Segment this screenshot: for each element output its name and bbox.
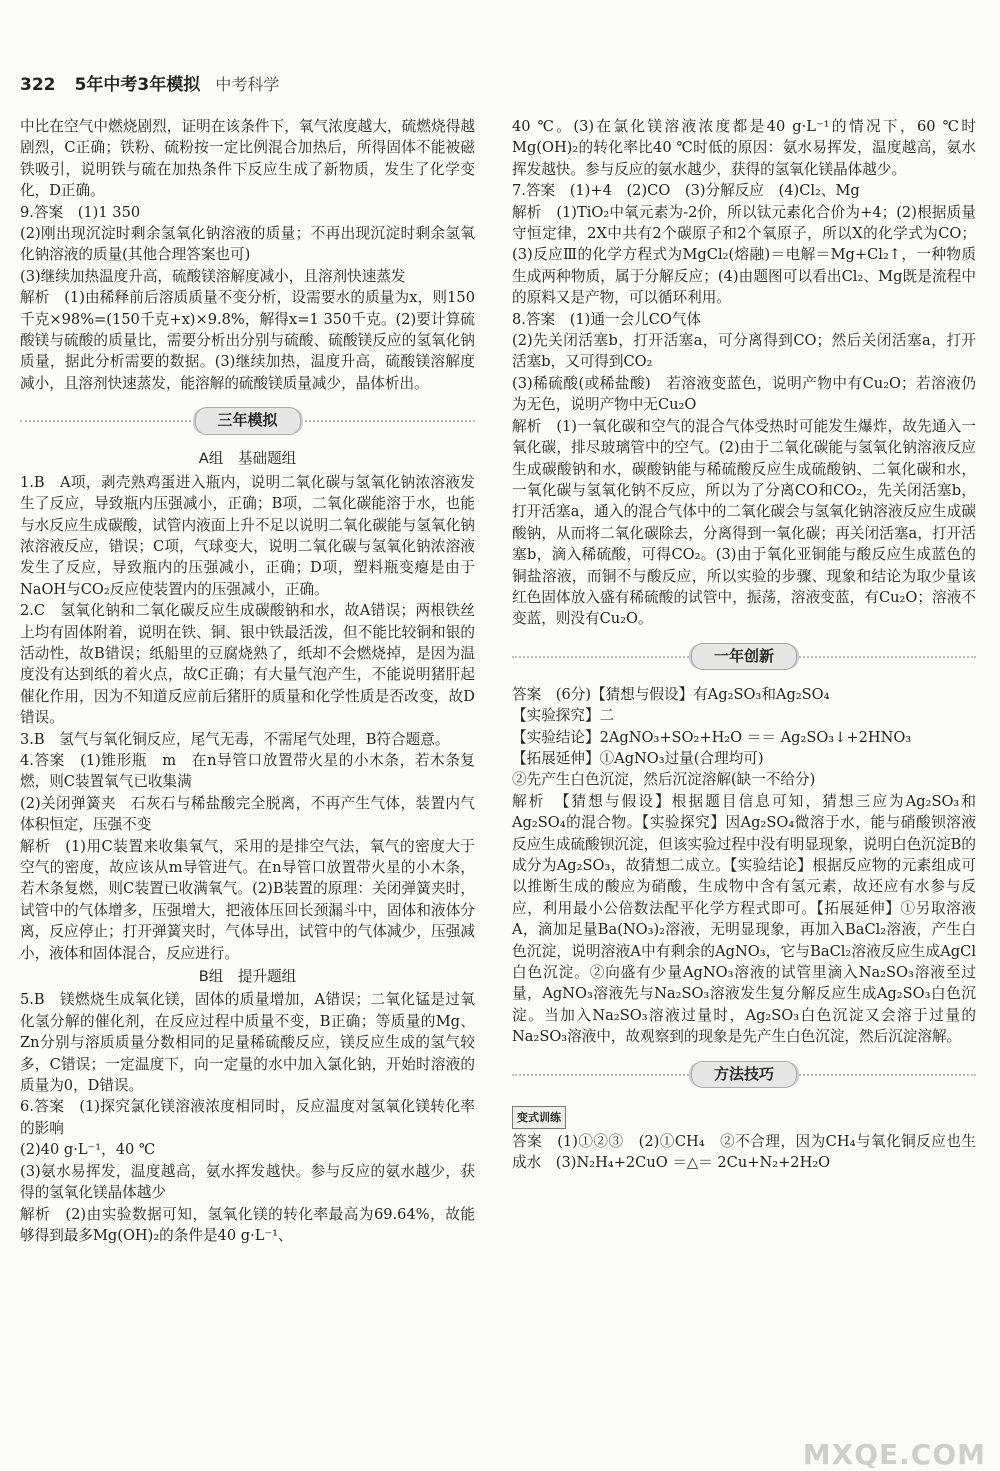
paragraph: 6.答案 (1)探究氯化镁溶液浓度相同时，反应温度对氢氧化镁转化率的影响 <box>20 1098 475 1137</box>
section-banner <box>512 1052 976 1098</box>
answer-line: ②先产生白色沉淀，然后沉淀溶解(缺一不给分) <box>512 771 816 789</box>
group-title: A组 基础题组 <box>198 450 297 468</box>
page-number: 322 <box>20 75 56 95</box>
answer-line: 答案 (6分)【猜想与假设】有Ag₂SO₃和Ag₂SO₄ <box>512 685 830 703</box>
paragraph: (2)40 g·L⁻¹，40 ℃ <box>20 1141 156 1159</box>
banner-label: 一年创新 <box>691 643 797 670</box>
answer-line: (2)先关闭活塞b，打开活塞a，可分离得到CO；然后关闭活塞a，打开活塞b，又可得到CO₂ <box>512 332 976 371</box>
answer-line: 答案 (1)①②③ (2)①CH₄ ②不合理，因为CH₄与氧化铜反应也生成水 (3)N₂H₄+2CuO ＝△＝ 2Cu+N₂+2H₂O <box>512 1133 976 1172</box>
paragraph: (3)氨水易挥发，温度越高，氨水挥发越快。参与反应的氨水越少，获得的氢氧化镁晶体越少 <box>20 1162 475 1202</box>
section-banner <box>20 398 475 444</box>
right-column <box>512 116 976 1174</box>
banner-label: 方法技巧 <box>691 1061 797 1088</box>
answer-line: (2)刚出现沉淀时剩余氢氧化钠溶液的质量；不再出现沉淀时剩余氢氧化钠溶液的质量(其他合理答案也可) <box>20 225 475 264</box>
paragraph: (2)关闭弹簧夹 石灰石与稀盐酸完全脱离，不再产生气体，装置内气体积恒定，压强不变 <box>20 794 475 834</box>
explanation: 解析 (1)一氧化碳和空气的混合气体受热时可能发生爆炸，故先通入一氧化碳，排尽玻璃管中的空气。(2)由于二氧化碳能与氢氧化钠溶液反应生成碳酸钠和水，碳酸钠能与稀硫酸反应生成硫酸钠、二氧化碳和水，一氧化碳与氢氧化钠不反应，所以为了分离CO和CO₂，先关闭活塞b，打开活塞a，通入的混合气体中的二氧化碳会与氢氧化钠溶液反应生成碳酸钠，从而将二氧化碳除去，分离得到一氧化碳；再关闭活塞a，打开活塞b，滴入稀硫酸，可得CO₂。(3)由于氧化亚铜能与酸反应生成蓝色的铜盐溶液，而铜不与酸反应，所以实验的步骤、现象和结论为取少量该红色固体放入盛有稀硫酸的试管中，振荡，溶液变蓝，有Cu₂O；溶液不变蓝，则没有Cu₂O。 <box>512 417 976 628</box>
paragraph: 5.B 镁燃烧生成氧化镁，固体的质量增加，A错误；二氧化锰是过氧化氢分解的催化剂，在反应过程中质量不变，B正确；等质量的Mg、Zn分别与溶质质量分数相同的足量稀硫酸反应，镁反应生成的氢气较多，C错误；一定温度下，向一定量的水中加入氯化钠，开始时溶液的质量为0，D错误。 <box>20 991 475 1095</box>
paragraph: 2.C 氢氧化钠和二氧化碳反应生成碳酸钠和水，故A错误；两根铁丝上均有固体附着，说明在铁、铜、银中铁最活泼，但不能比较铜和银的活动性，故B错误；纸船里的豆腐烧熟了，纸却不会燃烧掉，是因为温度没有达到纸的着火点，故C正确；有大量气泡产生，不能说明猪肝起催化作用，因为不知道反应前后猪肝的质量和化学性质是否改变，故D错误。 <box>20 602 475 727</box>
paragraph: 1.B A项，剥壳熟鸡蛋进入瓶内，说明二氧化碳与氢氧化钠浓溶液发生了反应，导致瓶内压强减小，正确；B项，二氧化碳能溶于水，也能与水反应生成碳酸，试管内液面上升不足以说明二氧化碳能与氢氧化钠浓溶液反应，错误；C项，气球变大，说明二氧化碳与氢氧化钠浓溶液发生了反应，导致瓶内的压强减小，正确；D项，塑料瓶变瘪是由于NaOH与CO₂反应使装置内的压强减小，正确。 <box>20 473 475 598</box>
answer-line: 【实验探究】二 <box>512 707 615 725</box>
explanation: 解析 (1)用C装置来收集氧气，采用的是排空气法，氧气的密度大于空气的密度，故应该从m导管进气。在n导管口放置带火星的小木条，若木条复燃，则C装置已收满氧气。(2)B装置的原理：关闭弹簧夹时，试管中的气体增多，压强增大，把液体压回长颈漏斗中，固体和液体分离，反应停止；打开弹簧夹时，气体导出，试管中的气体减少，压强减小，液体和固体混合，反应进行。 <box>20 837 475 962</box>
banner-label: 三年模拟 <box>194 407 300 434</box>
variant-training-tag: 变式训练 <box>512 1106 566 1129</box>
answer-line: 8.答案 (1)通一会儿CO气体 <box>512 310 702 328</box>
paragraph: 中比在空气中燃烧剧烈，证明在该条件下，氧气浓度越大，硫燃烧得越剧烈，C正确；铁粉、硫粉按一定比例混合加热后，所得固体不能被磁铁吸引，说明铁与硫在加热条件下反应生成了新物质，发生了化学变化，D正确。 <box>20 118 475 200</box>
answer-line: 9.答案 (1)1 350 <box>20 203 141 221</box>
explanation: 解析 (1)TiO₂中氧元素为-2价，所以钛元素化合价为+4；(2)根据质量守恒定律，2X中共有2个碳原子和2个氧原子，所以X的化学式为CO；(3)反应Ⅲ的化学方程式为MgCl₂(熔融)＝电解＝Mg+Cl₂↑，一种物质生成两种物质，属于分解反应；(4)由题图可以看出Cl₂、Mg既是流程中的原料又是产物，可以循环利用。 <box>512 203 976 307</box>
answer-line: 7.答案 (1)+4 (2)CO (3)分解反应 (4)Cl₂、Mg <box>512 182 860 200</box>
subject-label: 中考科学 <box>215 75 280 94</box>
watermark: MXQE.COM <box>802 1438 986 1471</box>
page-header <box>20 70 279 95</box>
paragraph: 4.答案 (1)锥形瓶 m 在n导管口放置带火星的小木条，若木条复燃，则C装置氧气已收集满 <box>20 751 475 791</box>
left-column <box>20 116 475 1246</box>
answer-line: 【实验结论】2AgNO₃+SO₂+H₂O ＝＝ Ag₂SO₃↓+2HNO₃ <box>512 728 912 746</box>
group-title: B组 提升题组 <box>198 968 297 986</box>
book-title: 5年中考3年模拟 <box>74 75 201 95</box>
paragraph: 3.B 氢气与氧化铜反应，尾气无毒，不需尾气处理，B符合题意。 <box>20 730 450 748</box>
answer-line: (3)稀硫酸(或稀盐酸) 若溶液变蓝色，说明产物中有Cu₂O；若溶液仍为无色，说明产物中无Cu₂O <box>512 374 976 414</box>
answer-line: (3)继续加热温度升高，硫酸镁溶解度减小，且溶剂快速蒸发 <box>20 267 406 285</box>
answer-line: 【拓展延伸】①AgNO₃过量(合理均可) <box>512 749 764 767</box>
explanation: 解析 【猜想与假设】根据题目信息可知，猜想三应为Ag₂SO₃和Ag₂SO₄的混合物。【实验探究】因Ag₂SO₄微溶于水，能与硝酸钡溶液反应生成硫酸钡沉淀，但该实验过程中没有明显现象，说明白色沉淀B的成分为Ag₂SO₃，故猜想二成立。【实验结论】根据反应物的元素组成可以推断生成的酸应为硝酸，生成物中含有氢元素，故还应有水参与反应，利用最小公倍数法配平化学方程式即可。【拓展延伸】①另取溶液A，滴加足量Ba(NO₃)₂溶液，无明显现象，再加入BaCl₂溶液，产生白色沉淀，说明溶液A中有剩余的AgNO₃，它与BaCl₂溶液反应生成AgCl白色沉淀。②向盛有少量AgNO₃溶液的试管里滴入Na₂SO₃溶液至过量，AgNO₃溶液先与Na₂SO₃溶液发生复分解反应生成Ag₂SO₃白色沉淀。当加入Na₂SO₃溶液过量时，Ag₂SO₃白色沉淀又会溶于过量的Na₂SO₃溶液中，故观察到的现象是先产生白色沉淀，然后沉淀溶解。 <box>512 792 976 1046</box>
paragraph: 40 ℃。(3)在氯化镁溶液浓度都是40 g·L⁻¹的情况下，60 ℃时Mg(OH)₂的转化率比40 ℃时低的原因：氨水易挥发，温度越高，氨水挥发越快。参与反应的氨水越少，获得的氢氧化镁晶体越少。 <box>512 118 976 178</box>
explanation: 解析 (1)由稀释前后溶质质量不变分析，设需要水的质量为x，则150千克×98%=(150千克+x)×9.8%，解得x=1 350千克。(2)要计算硫酸镁与硫酸的质量比，需要分析出分别与硫酸、硫酸镁反应的氢氧化钠质量，据此分析需要的数据。(3)继续加热，温度升高，硫酸镁溶解度减小，且溶剂快速蒸发，能溶解的硫酸镁质量减少，晶体析出。 <box>20 289 475 392</box>
explanation: 解析 (2)由实验数据可知，氢氧化镁的转化率最高为69.64%，故能够得到最多Mg(OH)₂的条件是40 g·L⁻¹、 <box>20 1205 475 1244</box>
section-banner <box>512 634 976 680</box>
